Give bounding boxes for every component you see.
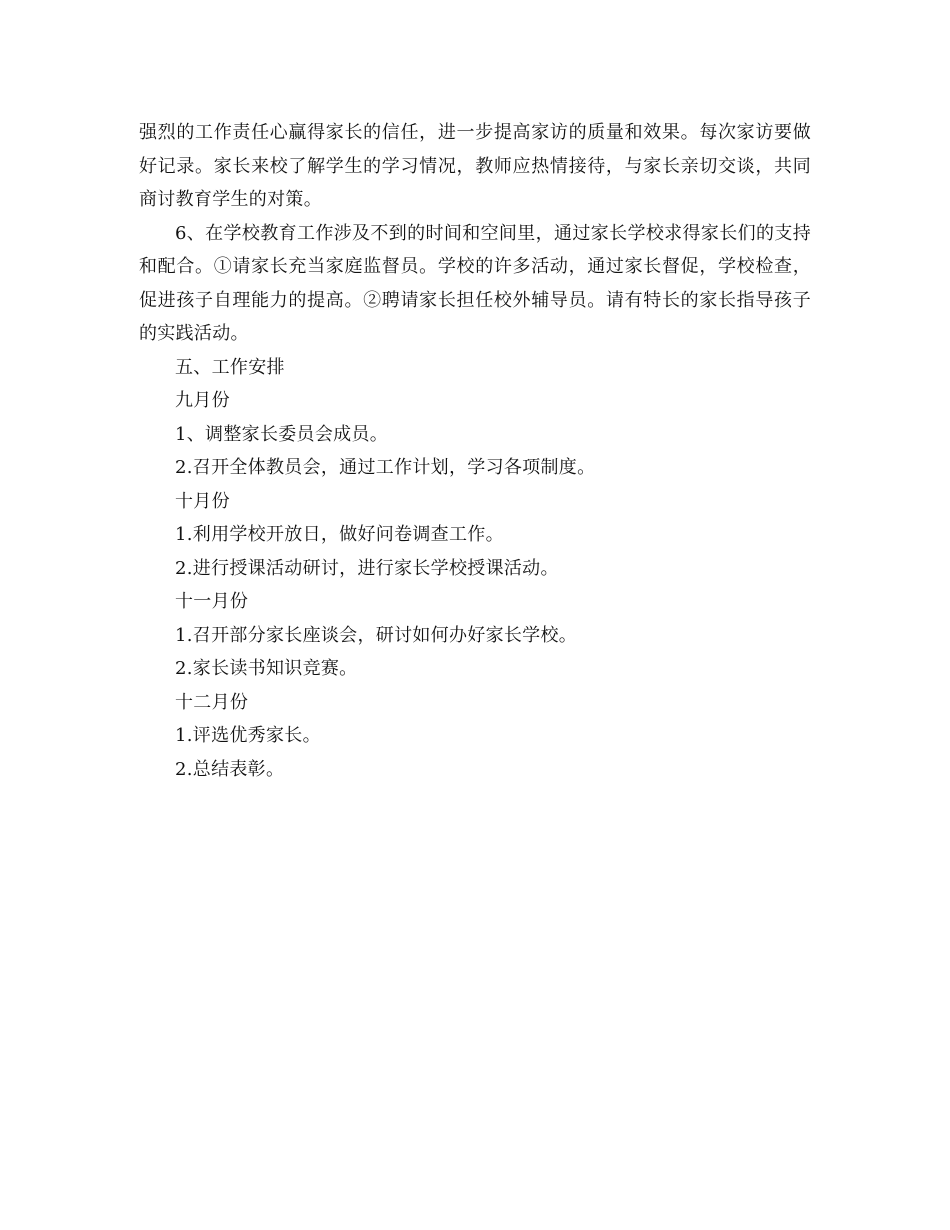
item-6-paragraph: 6、在学校教育工作涉及不到的时间和空间里，通过家长学校求得家长们的支持和配合。①请家长充当家庭监督员。学校的许多活动，通过家长督促，学校检查，促进孩子自理能力的提高。②聘请家长担任校外辅导员。请有特长的家长指导孩子的实践活动。 bbox=[139, 222, 811, 344]
month-heading-december: 十二月份 bbox=[175, 691, 249, 713]
list-item: 1、调整家长委员会成员。 bbox=[175, 423, 389, 445]
continuation-paragraph: 强烈的工作责任心赢得家长的信任，进一步提高家访的质量和效果。每次家访要做好记录。家长来校了解学生的学习情况，教师应热情接待，与家长亲切交谈，共同商讨教育学生的对策。 bbox=[139, 122, 811, 210]
month-heading-september: 九月份 bbox=[175, 390, 230, 411]
list-item: 1.利用学校开放日，做好问卷调查工作。 bbox=[175, 524, 504, 545]
list-item: 2.召开全体教员会，通过工作计划，学习各项制度。 bbox=[175, 457, 596, 478]
section-heading: 五、工作安排 bbox=[175, 356, 285, 378]
document-body bbox=[139, 116, 811, 786]
list-item: 2.进行授课活动研讨，进行家长学校授课活动。 bbox=[175, 557, 559, 579]
month-heading-october: 十月份 bbox=[175, 490, 230, 512]
list-item: 2.总结表彰。 bbox=[175, 758, 285, 780]
month-heading-november: 十一月份 bbox=[175, 591, 249, 612]
list-item: 2.家长读书知识竞赛。 bbox=[175, 658, 358, 679]
list-item: 1.召开部分家长座谈会，研讨如何办好家长学校。 bbox=[175, 624, 578, 646]
list-item: 1.评选优秀家长。 bbox=[175, 725, 321, 746]
